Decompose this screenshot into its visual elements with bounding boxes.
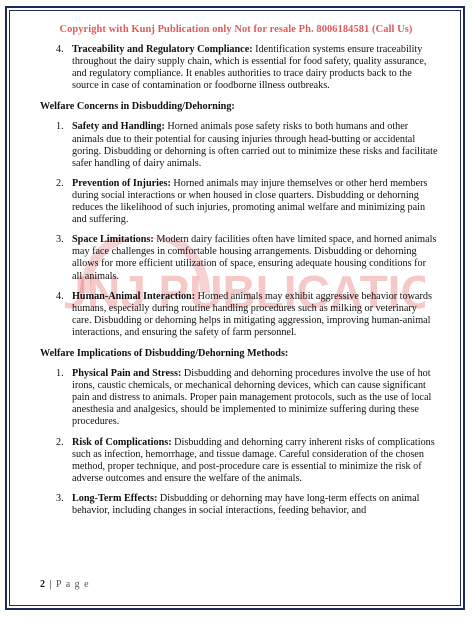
page-label: P a g e: [56, 579, 90, 590]
list-item-title: Traceability and Regulatory Compliance:: [72, 44, 253, 55]
footer-separator: |: [49, 579, 52, 590]
welfare-implications-list: [40, 368, 438, 517]
list-item-number: 4.: [56, 290, 64, 302]
list-item-title: Space Limitations:: [72, 234, 154, 246]
list-item: [40, 493, 438, 517]
page-footer: [40, 579, 438, 590]
section-heading-welfare-concerns: Welfare Concerns in Disbudding/Dehorning:: [40, 101, 235, 113]
list-item: [40, 368, 438, 428]
intro-list: [40, 44, 438, 92]
list-item-text: [72, 121, 438, 169]
list-item: [40, 121, 438, 169]
page-number: 2: [40, 579, 45, 590]
list-item-body: Identification systems ensure traceability throughout the dairy supply chain, which is essential for food safety, quality assurance, and regulatory compliance. It enables authorities to trace dairy products back to the source in case of contamination or foodborne illness outbreaks.: [72, 44, 427, 92]
list-item-number: 2.: [56, 177, 64, 189]
copyright-header: Copyright with Kunj Publication only Not for resale Ph. 8006184581 (Call Us): [59, 24, 413, 35]
list-item-text: [72, 493, 438, 517]
list-item-title: Human-Animal Interaction:: [72, 290, 196, 302]
list-item-number: 1.: [56, 121, 64, 133]
page-content: [40, 44, 438, 525]
list-item-number: 2.: [56, 436, 64, 448]
list-item-text: [72, 368, 438, 428]
list-item: [40, 234, 438, 282]
section-heading-welfare-implications: Welfare Implications of Disbudding/Dehorning Methods:: [40, 347, 289, 359]
welfare-concerns-list: [40, 121, 438, 339]
list-item-text: [72, 44, 438, 92]
list-item-number: 4.: [56, 44, 64, 55]
list-item-body: Disbudding and dehorning procedures involve the use of hot irons, caustic chemicals, or mechanical dehorning devices, which can cause significant pain and distress to animals. Proper pain management protocols, such as the use of local anesthesia and analgesics, should be implemented to minimize suffering during these procedures.: [72, 368, 432, 428]
list-item-number: 1.: [56, 368, 64, 380]
watermark-text: UNJ PUBLICATIO: [65, 266, 425, 318]
list-item-text: [72, 178, 438, 226]
list-item-number: 3.: [56, 234, 64, 246]
list-item: [40, 178, 438, 226]
list-item: [40, 44, 438, 92]
list-item-text: [72, 291, 438, 339]
list-item-number: 3.: [56, 492, 64, 504]
list-item-title: Long-Term Effects:: [72, 492, 158, 504]
list-item: [40, 291, 438, 339]
list-item-body: Modern dairy facilities often have limited space, and horned animals may face challenges in comfortable housing arrangements. Disbudding or dehorning allows for more efficient utilization of space, ensuring adequate housing conditions for all animals.: [72, 234, 437, 282]
list-item-title: Safety and Handling:: [72, 121, 165, 133]
list-item-title: Risk of Complications:: [72, 436, 172, 448]
list-item-title: Physical Pain and Stress:: [72, 368, 182, 380]
list-item-text: [72, 234, 438, 282]
list-item-title: Prevention of Injuries:: [72, 177, 171, 189]
list-item-body: Horned animals pose safety risks to both humans and other animals due to their potential for causing injuries through head-butting or accidental goring. Disbudding or dehorning is often carried out to minimize these risks and facilitate safer handling of dairy animals.: [72, 121, 438, 169]
list-item-body: Horned animals may exhibit aggressive behavior towards humans, especially during routine handling procedures such as milking or veterinary care. Disbudding or dehorning helps in mitigating aggression, improving human-animal interactions, and ensuring the safety of farm personnel.: [72, 290, 432, 338]
list-item-body: Disbudding or dehorning may have long-term effects on animal behavior, including changes in social interactions, feeding behavior, and: [72, 492, 420, 516]
list-item-text: [72, 437, 438, 485]
list-item-body: Horned animals may injure themselves or other herd members during social interactions or when housed in close quarters. Disbudding or dehorning reduces the likelihood of such injuries, promoting animal welfare and minimizing pain and suffering.: [72, 177, 428, 226]
list-item-body: Disbudding and dehorning carry inherent risks of complications such as infection, hemorrhage, and tissue damage. Careful consideration of the chosen method, proper technique, and post-procedure care is essential to minimize the risk of adverse outcomes and ensure the welfare of the animals.: [72, 436, 435, 484]
list-item: [40, 437, 438, 485]
